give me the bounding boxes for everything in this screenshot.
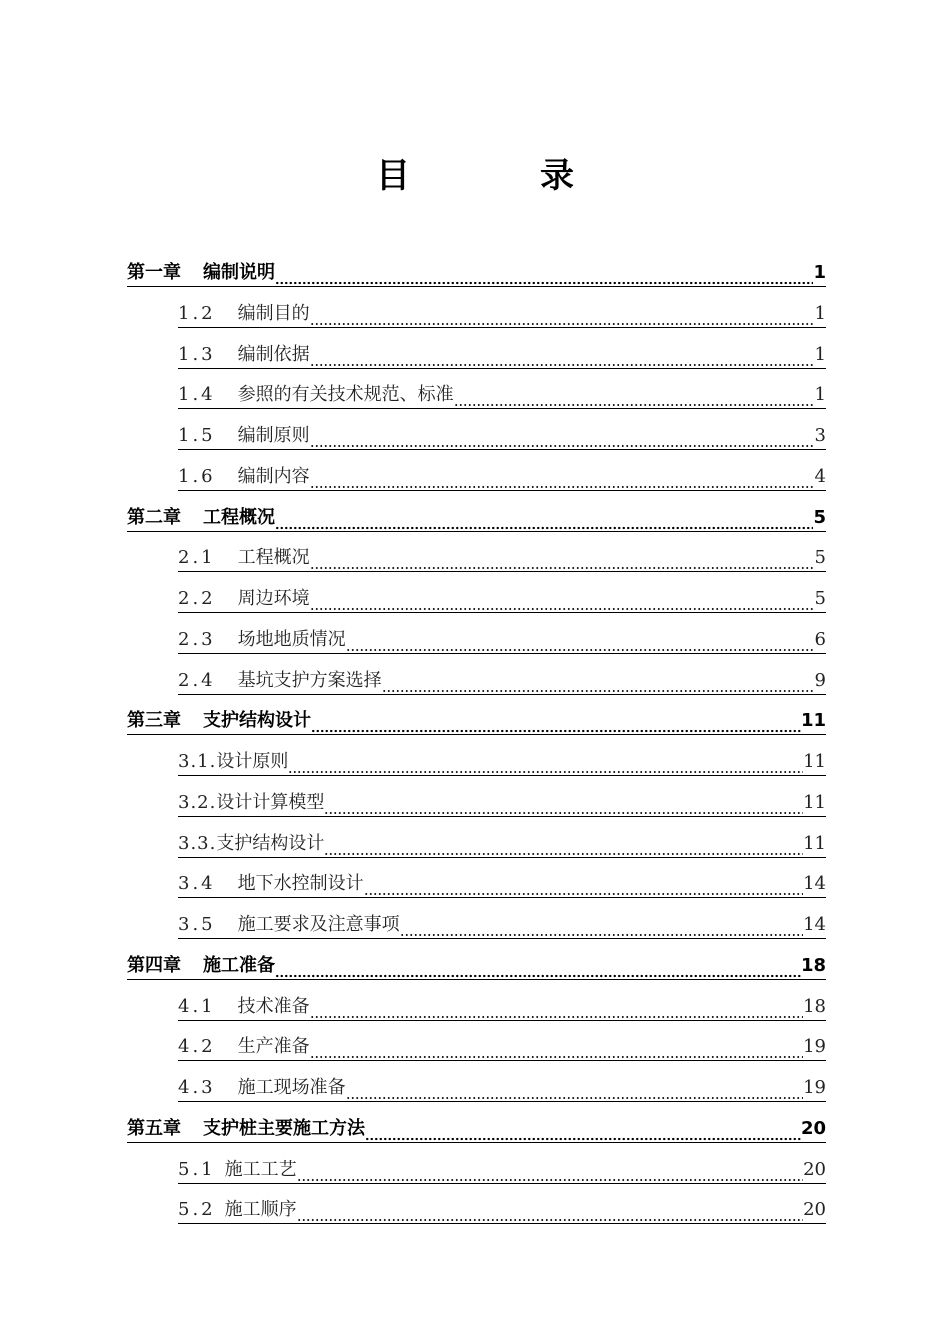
dot-leader (297, 1159, 803, 1184)
toc-entry-title: 施工要求及注意事项 (238, 913, 400, 939)
toc-entry-page: 5 (815, 546, 826, 572)
toc-entry-page: 11 (803, 750, 826, 776)
toc-entry-title: 施工工艺 (225, 1158, 297, 1184)
toc-entry-number: 1.4 (178, 383, 238, 409)
toc-entry-title: 基坑支护方案选择 (238, 669, 382, 695)
dot-leader (364, 873, 803, 898)
toc-entry-title: 工程概况 (238, 546, 310, 572)
dot-leader (310, 303, 815, 328)
toc-entry-title: 支护结构设计 (216, 832, 324, 858)
toc-entry-number: 5.2 (178, 1198, 225, 1224)
toc-entry-number: 1.3 (178, 343, 238, 369)
toc-entry-page: 9 (815, 669, 826, 695)
toc-entry-number: 1.5 (178, 424, 238, 450)
toc-entry-number: 3.1. (178, 750, 216, 776)
dot-leader (288, 751, 803, 776)
toc-entry-page: 14 (803, 872, 826, 898)
toc-entry-page: 20 (803, 1158, 826, 1184)
toc-entry-number: 5.1 (178, 1158, 225, 1184)
toc-entry-chapter[interactable] (127, 695, 826, 735)
toc-title: 目 录 (376, 156, 622, 196)
toc-entry-title: 编制说明 (203, 261, 275, 287)
toc-entry-section[interactable] (178, 532, 826, 572)
toc-entry-page: 14 (803, 913, 826, 939)
dot-leader (310, 588, 815, 613)
toc-entry-chapter[interactable] (127, 1103, 826, 1143)
toc-entry-number: 1.2 (178, 302, 238, 328)
toc-entry-page: 11 (801, 709, 826, 735)
toc-entry-number: 2.3 (178, 628, 238, 654)
dot-leader (310, 425, 815, 450)
toc-entry-section[interactable] (178, 329, 826, 369)
toc-entry-number: 3.2. (178, 791, 216, 817)
dot-leader (310, 466, 815, 491)
dot-leader (297, 1199, 803, 1224)
toc-entry-page: 3 (815, 424, 826, 450)
toc-entry-section[interactable] (178, 981, 826, 1021)
toc-entry-section[interactable] (178, 573, 826, 613)
toc-entry-page: 1 (815, 302, 826, 328)
toc-entry-title: 编制依据 (238, 343, 310, 369)
toc-entry-page: 1 (813, 261, 826, 287)
toc-entry-page: 18 (801, 954, 826, 980)
toc-entry-page: 19 (803, 1076, 826, 1102)
dot-leader (310, 547, 815, 572)
toc-entry-title: 设计计算模型 (216, 791, 324, 817)
toc-entry-page: 6 (815, 628, 826, 654)
toc-entry-number: 第二章 (127, 506, 203, 532)
toc-entry-number: 4.1 (178, 995, 238, 1021)
dot-leader (310, 996, 803, 1021)
toc-entry-title: 技术准备 (238, 995, 310, 1021)
toc-entry-section[interactable] (178, 736, 826, 776)
toc-entry-title: 工程概况 (203, 506, 275, 532)
toc-entry-section[interactable] (178, 1184, 826, 1224)
toc-entry-section[interactable] (178, 1021, 826, 1061)
toc-entry-section[interactable] (178, 410, 826, 450)
dot-leader (324, 792, 803, 817)
toc-entry-title: 地下水控制设计 (238, 872, 364, 898)
toc-entry-number: 第三章 (127, 709, 203, 735)
toc-entry-section[interactable] (178, 858, 826, 898)
toc-entry-title: 施工顺序 (225, 1198, 297, 1224)
toc-entry-section[interactable] (178, 1062, 826, 1102)
toc-entry-number: 3.5 (178, 913, 238, 939)
dot-leader (454, 384, 815, 409)
toc-entry-title: 场地地质情况 (238, 628, 346, 654)
dot-leader (400, 914, 803, 939)
dot-leader (275, 955, 801, 980)
toc-entry-number: 3.3. (178, 832, 216, 858)
dot-leader (346, 629, 815, 654)
dot-leader (311, 710, 801, 735)
toc-entry-chapter[interactable] (127, 492, 826, 532)
toc-entry-section[interactable] (178, 1144, 826, 1184)
toc-entry-number: 第一章 (127, 261, 203, 287)
toc-entry-title: 施工准备 (203, 954, 275, 980)
toc-entry-number: 2.2 (178, 587, 238, 613)
toc-entry-section[interactable] (178, 899, 826, 939)
toc-entry-number: 3.4 (178, 872, 238, 898)
toc-entry-section[interactable] (178, 655, 826, 695)
toc-entry-page: 11 (803, 832, 826, 858)
toc-entry-page: 5 (813, 506, 826, 532)
toc-entry-section[interactable] (178, 614, 826, 654)
toc-entry-number: 4.2 (178, 1035, 238, 1061)
toc-entry-section[interactable] (178, 818, 826, 858)
toc-entry-page: 20 (803, 1198, 826, 1224)
toc-entry-page: 11 (803, 791, 826, 817)
toc-entry-section[interactable] (178, 777, 826, 817)
toc-entry-title: 周边环境 (238, 587, 310, 613)
toc-entry-section[interactable] (178, 451, 826, 491)
toc-entry-page: 5 (815, 587, 826, 613)
toc-entry-number: 4.3 (178, 1076, 238, 1102)
toc-entry-number: 第五章 (127, 1117, 203, 1143)
toc-entry-chapter[interactable] (127, 940, 826, 980)
toc-entry-title: 支护结构设计 (203, 709, 311, 735)
dot-leader (275, 262, 813, 287)
dot-leader (382, 670, 815, 695)
toc-entry-title: 编制内容 (238, 465, 310, 491)
toc-entry-page: 20 (801, 1117, 826, 1143)
dot-leader (275, 507, 813, 532)
toc-entry-page: 18 (803, 995, 826, 1021)
toc-entry-title: 生产准备 (238, 1035, 310, 1061)
toc-entry-title: 支护桩主要施工方法 (203, 1117, 365, 1143)
toc-entry-number: 2.1 (178, 546, 238, 572)
toc-entry-page: 4 (815, 465, 826, 491)
toc-entry-number: 1.6 (178, 465, 238, 491)
toc-entry-title: 施工现场准备 (238, 1076, 346, 1102)
toc-entry-section[interactable] (178, 369, 826, 409)
dot-leader (310, 1036, 803, 1061)
toc-entry-title: 参照的有关技术规范、标准 (238, 383, 454, 409)
toc-entry-section[interactable] (178, 288, 826, 328)
dot-leader (324, 833, 803, 858)
dot-leader (310, 344, 815, 369)
dot-leader (365, 1118, 801, 1143)
toc-entry-page: 19 (803, 1035, 826, 1061)
toc-entry-title: 编制目的 (238, 302, 310, 328)
toc-entry-page: 1 (815, 383, 826, 409)
toc-entry-chapter[interactable] (127, 247, 826, 287)
toc-entry-page: 1 (815, 343, 826, 369)
toc-entry-number: 第四章 (127, 954, 203, 980)
toc-entry-title: 编制原则 (238, 424, 310, 450)
toc-entry-number: 2.4 (178, 669, 238, 695)
toc-entry-title: 设计原则 (216, 750, 288, 776)
dot-leader (346, 1077, 803, 1102)
